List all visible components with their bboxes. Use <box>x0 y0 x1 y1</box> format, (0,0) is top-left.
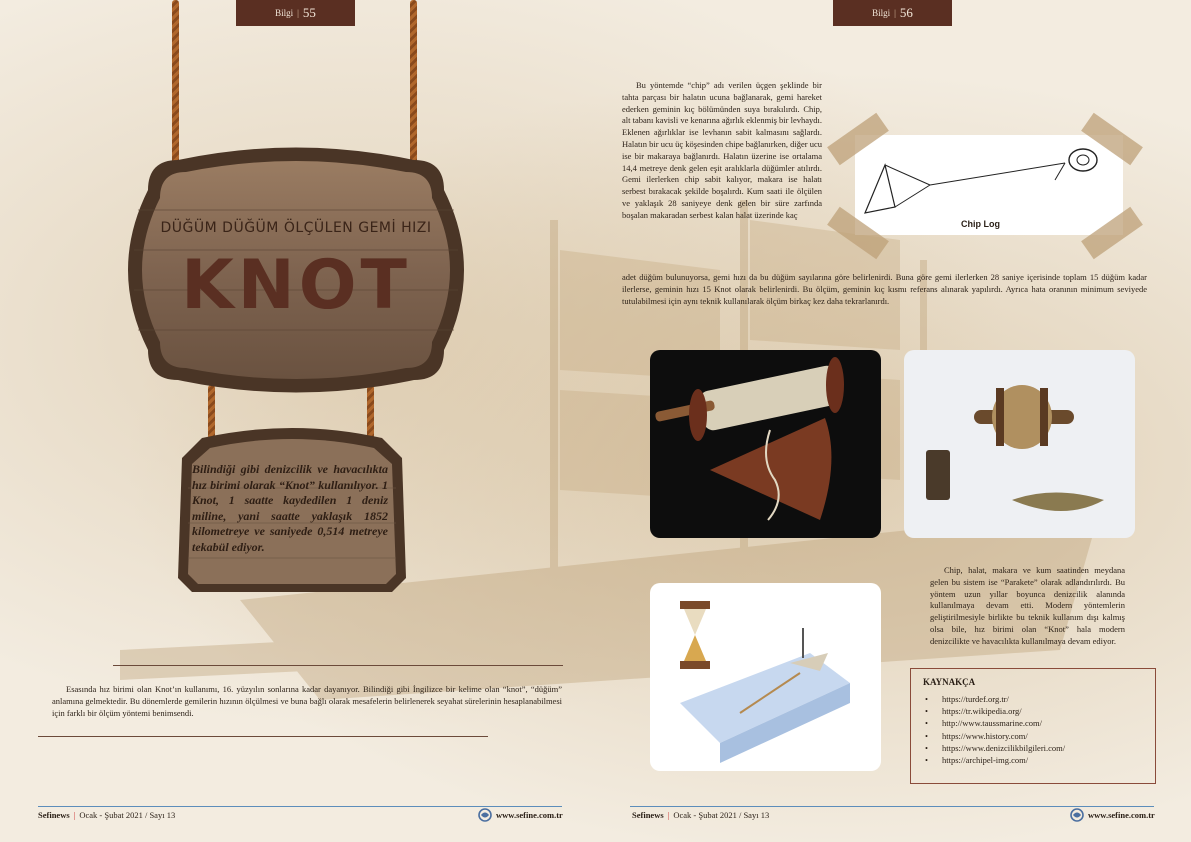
sign-subtitle: DÜĞÜM DÜĞÜM ÖLÇÜLEN GEMİ HIZI <box>160 220 432 236</box>
footer-line-right <box>630 806 1154 807</box>
page-number: 56 <box>899 5 913 20</box>
knot-calculation-text: adet düğüm bulunuyorsa, gemi hızı da bu düğüm sayılarına göre belirlenirdi. Buna göre gemi ilerlerken 28 saniye içerisinde toplam 15 düğüm kadar ilerlerse, geminin hızı 15 Knot olarak belirlenirdi. Bu ölçüm, geminin kıç kısmı referans alınarak yapılırdı. Ayrıca hata oranının minimum seviyede tutulabilmesi için aynı teknik kullanılarak ölçüm birkaç kez daha tekrarlanırdı. <box>622 272 1147 306</box>
reel-chip-image <box>650 350 881 538</box>
site-link-left[interactable]: www.sefine.com.tr <box>478 808 563 822</box>
footer-right: Sefinews | Ocak - Şubat 2021 / Sayı 13 <box>632 810 770 820</box>
reel-hourglass-photo <box>904 350 1135 538</box>
source-link[interactable]: • http://www.taussmarine.com/ <box>925 717 1155 729</box>
footer-left: Sefinews | Ocak - Şubat 2021 / Sayı 13 <box>38 810 176 820</box>
section-label: Bilgi <box>275 8 294 18</box>
site-link-right[interactable]: www.sefine.com.tr <box>1070 808 1155 822</box>
chip-explanation: Bu yöntemde “chip” adı verilen üçgen şeklinde bir tahta parçası bir halatın ucuna bağlanarak, gemi hareket ederken geminin kıç bölümünden suya bırakılırdı. Chip, alt tabanı kavisli ve kenarına ağırlık eklenmiş bir levhaydı. Eklenen ağırlıklar ise levhanın sabit kalmasını sağlardı. Halatın bir ucu üç köşesinden chipe bağlanırken, diğer ucu ise bir makaraya bağlanırdı. Halatın üzerine ise ortalama 14,4 metreye denk gelen eşit aralıklarla düğümler atılırdı. Gemi ilerlerken chip sabit kalıyor, makara ise halatı serbest bırakacak şekilde boşalırdı. Kum saati ile ölçülen ve yaklaşık 28 saniyeye denk gelen bir süre zarfında boşalan makaradan serbest kalan halat üzerinde kaç <box>622 80 822 220</box>
sources-box <box>910 668 1156 784</box>
sefine-logo-icon <box>478 808 492 822</box>
parakete-text: Chip, halat, makara ve kum saatinden meydana gelen bu sistem ise “Parakete” olarak adlandırılırdı. Bu yöntem uzun yıllar boyunca denizcilik alanında kullanılmaya devam etti. Modern yöntemlerin geliştirilmesiyle birlikte bu teknik kullanım dışı kalmış olsa bile, hız birimi olan “Knot” hala modern denizcilikte ve havacılıkta kullanılmaya devam ediyor. <box>930 565 1125 646</box>
section-label: Bilgi <box>872 8 891 18</box>
source-link[interactable]: • https://archipel-img.com/ <box>925 754 1155 766</box>
page-number: 55 <box>302 5 316 20</box>
intro-box-text: Bilindiği gibi denizcilik ve havacılıkta hız birimi olarak “Knot” kullanılıyor. 1 Knot, 1 saatte kaydedilen 1 deniz miline, yani saatte yaklaşık 1852 kilometreye ve saniyede 0,514 metreye tekabül ediyor. <box>192 462 388 554</box>
measurement-illustration <box>650 583 881 771</box>
footer-line-left <box>38 806 562 807</box>
page-tab-left: Bilgi | 55 <box>236 0 355 26</box>
source-link[interactable]: • https://tr.wikipedia.org/ <box>925 705 1155 717</box>
sefine-logo-icon <box>1070 808 1084 822</box>
divider-top <box>113 665 563 666</box>
reel-hourglass-image <box>904 350 1135 538</box>
intro-paragraph: Esasında hız birimi olan Knot’ın kullanımı, 16. yüzyılın sonlarına kadar dayanıyor. Bilindiği gibi İngilizce bir kelime olan “knot”, “düğüm” anlamına gelmektedir. Bu dönemlerde gemilerin hızının ölçülmesi ve buna bağlı olarak mesafelerin belirlenerek seyahat sürelerinin hesaplanabilmesi için farklı bir ölçüm yöntemi benimsendi. <box>52 684 562 718</box>
source-link[interactable]: • https://turdef.org.tr/ <box>925 693 1155 705</box>
chip-log-illustration <box>855 135 1123 235</box>
source-link[interactable]: • https://www.denizcilikbilgileri.com/ <box>925 742 1155 754</box>
page-tab-right: Bilgi | 56 <box>833 0 952 26</box>
sign-title: KNOT <box>181 246 411 325</box>
chip-log-caption: Chip Log <box>961 219 1000 229</box>
ship-measurement-image <box>650 583 881 771</box>
divider-bottom <box>38 736 488 737</box>
source-link[interactable]: • https://www.history.com/ <box>925 730 1155 742</box>
sources-list <box>911 693 1155 766</box>
reel-chip-photo <box>650 350 881 538</box>
sources-heading: KAYNAKÇA <box>923 677 976 687</box>
